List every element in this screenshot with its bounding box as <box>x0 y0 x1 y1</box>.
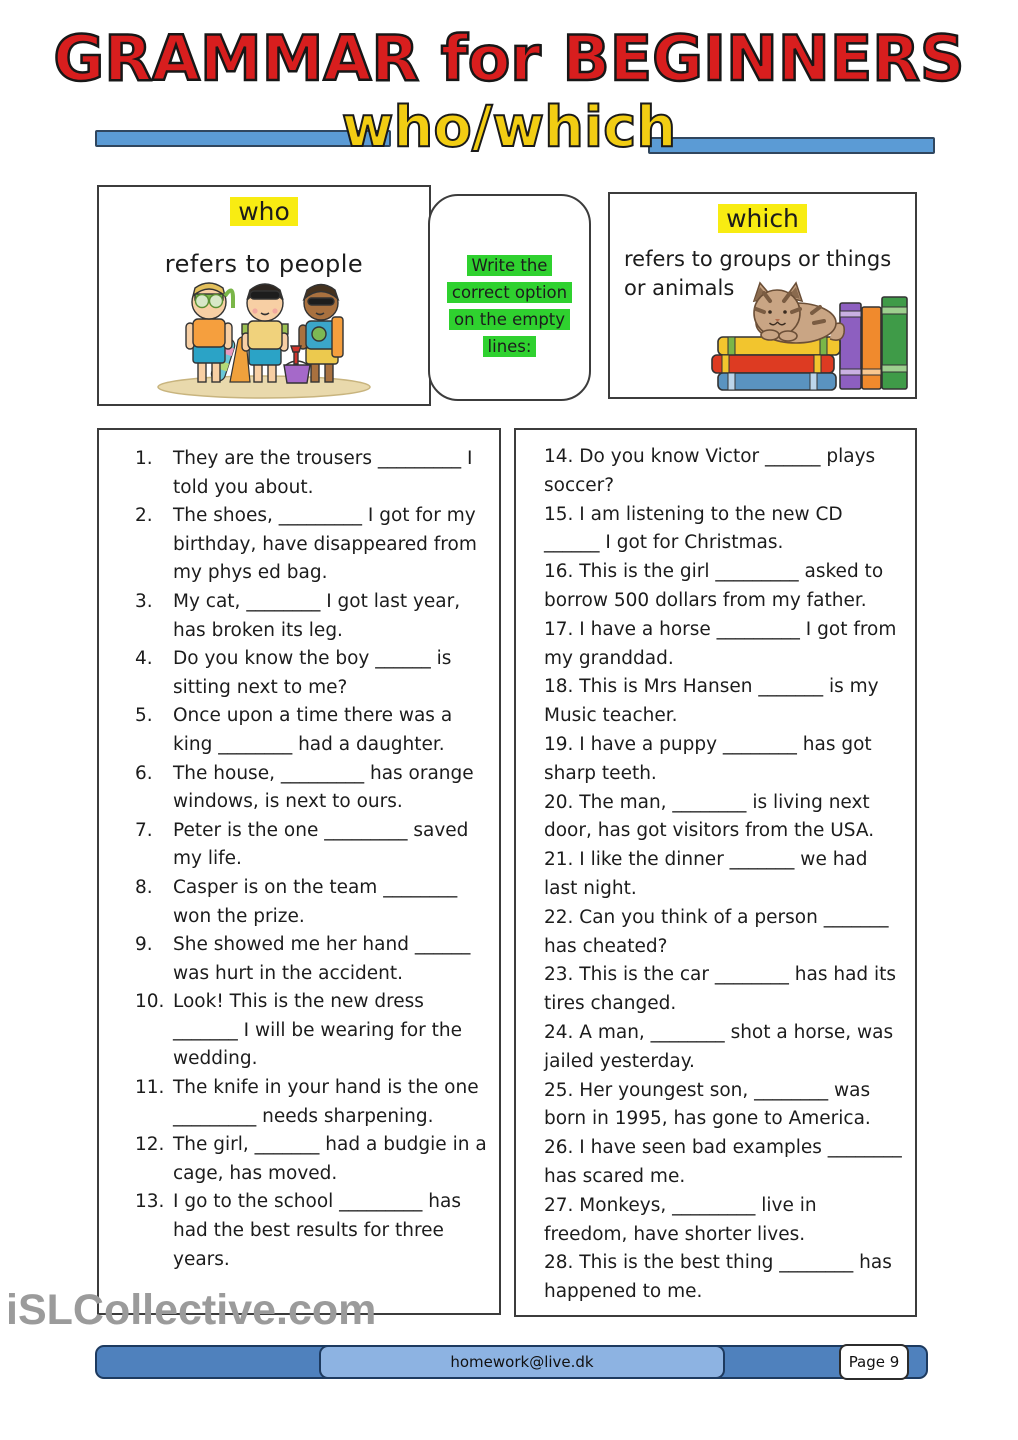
exercise-number: 7. <box>135 819 153 841</box>
exercise-item: 24. A man, ________ shot a horse, was jailed yesterday. <box>544 1021 894 1072</box>
who-definition-box <box>97 185 431 406</box>
page-subtitle: who/which <box>341 95 677 160</box>
cat-on-books-image <box>704 265 909 393</box>
page-title: GRAMMAR for BEGINNERS <box>53 22 965 95</box>
footer-bar <box>95 1345 928 1379</box>
exercise-item: 27. Monkeys, _________ live in freedom, have shorter lives. <box>544 1194 817 1245</box>
instruction-line: lines: <box>483 336 537 357</box>
exercise-number: 6. <box>135 762 153 784</box>
exercise-item: 28. This is the best thing ________ has happened to me. <box>544 1252 892 1303</box>
footer-email: homework@live.dk <box>319 1345 725 1379</box>
exercise-item: 25. Her youngest son, ________ was born in 1995, has gone to America. <box>544 1079 871 1130</box>
exercise-item <box>135 1074 489 1131</box>
exercise-text: My cat, ________ I got last year, has broken its leg. <box>173 590 461 641</box>
exercise-item: 20. The man, ________ is living next door, has got visitors from the USA. <box>544 791 875 842</box>
exercise-number: 9. <box>135 934 153 956</box>
exercise-item <box>135 931 489 988</box>
exercise-item: 26. I have seen bad examples ________ has scared me. <box>544 1137 902 1187</box>
exercise-item: 19. I have a puppy ________ has got sharp teeth. <box>544 733 872 784</box>
exercise-number: 13. <box>135 1191 165 1213</box>
exercise-number: 1. <box>135 448 153 469</box>
exercise-item <box>135 588 489 645</box>
exercise-list-left <box>97 428 501 1315</box>
instruction-box <box>428 194 591 401</box>
exercise-list-right <box>514 428 917 1317</box>
exercise-item <box>135 988 489 1074</box>
exercise-item <box>135 1188 489 1274</box>
header-rule-right <box>648 137 935 154</box>
kids-on-beach-image <box>146 268 382 400</box>
who-keyword-line <box>99 197 429 226</box>
instruction-line: Write the <box>467 255 553 276</box>
exercise-text: Casper is on the team ________ won the prize. <box>173 876 458 927</box>
exercise-item: 16. This is the girl _________ asked to borrow 500 dollars from my father. <box>544 561 884 611</box>
exercise-item: 17. I have a horse _________ I got from my granddad. <box>544 618 897 669</box>
exercise-item <box>135 1131 489 1188</box>
which-definition-box <box>608 192 917 399</box>
which-keyword-highlight: which <box>718 204 807 233</box>
exercise-item: 22. Can you think of a person _______ has cheated? <box>544 906 889 957</box>
exercise-item <box>135 760 489 817</box>
exercise-number: 11. <box>135 1077 165 1099</box>
exercise-number: 10. <box>135 991 165 1013</box>
who-description: refers to people <box>164 250 364 278</box>
which-description: refers to groups or things or animals <box>624 247 892 300</box>
exercise-number: 2. <box>135 505 153 527</box>
exercise-item: 18. This is Mrs Hansen _______ is my Music teacher. <box>544 676 879 727</box>
exercise-text: They are the trousers _________ I told you about. <box>173 448 473 498</box>
exercise-item <box>135 445 489 502</box>
exercise-text: She showed me her hand ______ was hurt in the accident. <box>173 934 471 984</box>
exercise-item <box>135 874 489 931</box>
exercise-text: Once upon a time there was a king ________ had a daughter. <box>173 705 453 755</box>
exercise-item <box>135 645 489 702</box>
exercise-item: 14. Do you know Victor ______ plays soccer? <box>544 446 876 496</box>
exercise-number: 8. <box>135 876 153 898</box>
exercise-number: 5. <box>135 705 153 727</box>
exercise-item <box>135 502 489 588</box>
exercise-text: The knife in your hand is the one _________ needs sharpening. <box>173 1077 479 1127</box>
instruction-line: correct option <box>447 282 572 303</box>
which-keyword-line <box>610 204 915 233</box>
exercise-item <box>135 817 489 874</box>
exercise-text: Peter is the one _________ saved my life. <box>173 819 469 870</box>
exercise-item: 15. I am listening to the new CD ______ I got for Christmas. <box>544 503 843 554</box>
exercise-number: 3. <box>135 590 153 612</box>
instruction-text <box>430 252 589 360</box>
instruction-line: on the empty <box>449 309 570 330</box>
page-number-badge: Page 9 <box>839 1344 909 1380</box>
exercise-number: 4. <box>135 648 153 670</box>
exercise-text: I go to the school _________ has had the best results for three years. <box>173 1191 461 1270</box>
exercise-item: 23. This is the car ________ has had its tires changed. <box>544 964 897 1015</box>
exercise-text: Look! This is the new dress _______ I will be wearing for the wedding. <box>173 991 463 1070</box>
exercise-item <box>135 702 489 759</box>
exercise-item: 21. I like the dinner _______ we had last night. <box>544 849 868 899</box>
exercise-number: 12. <box>135 1134 165 1156</box>
exercise-text: The shoes, _________ I got for my birthday, have disappeared from my phys ed bag. <box>173 505 477 584</box>
watermark: iSLCollective.com <box>6 1286 377 1334</box>
exercise-text: Do you know the boy ______ is sitting next to me? <box>173 648 452 698</box>
exercise-text: The house, _________ has orange windows, is next to ours. <box>173 762 474 813</box>
who-keyword-highlight: who <box>230 197 298 226</box>
exercise-text: The girl, _______ had a budgie in a cage, has moved. <box>173 1134 487 1184</box>
